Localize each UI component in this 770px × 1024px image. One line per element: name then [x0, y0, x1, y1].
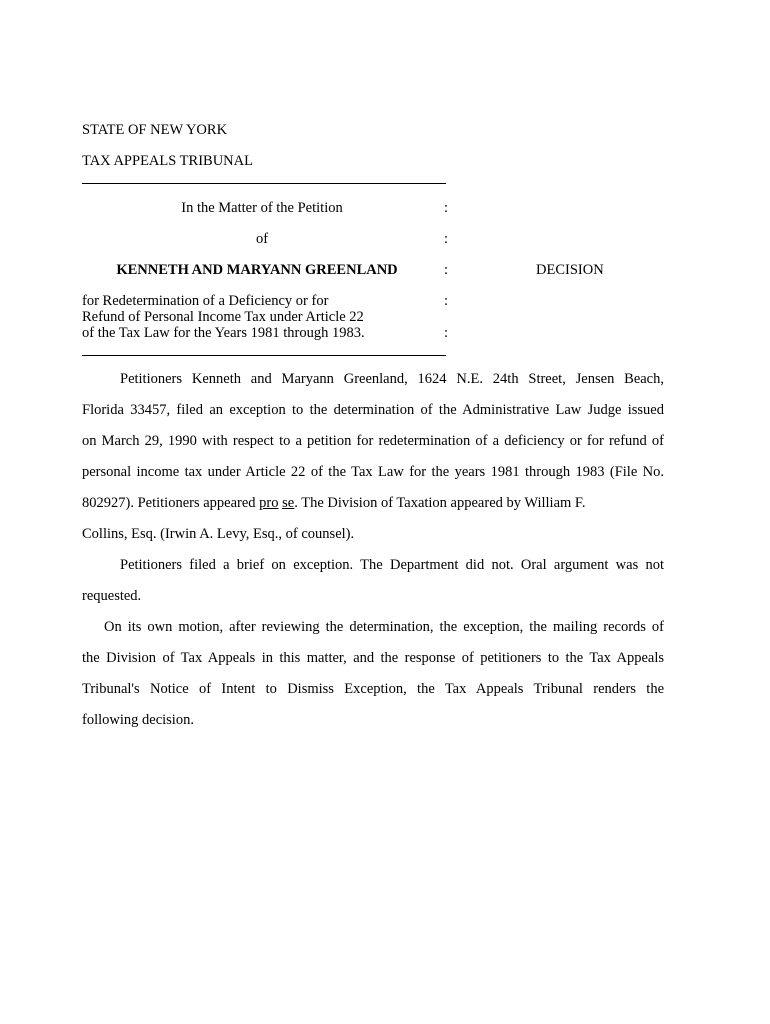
caption-colon: : [444, 231, 449, 247]
for-line-2: Refund of Personal Income Tax under Article 22 [82, 309, 364, 325]
p1-l5-start: 802927). Petitioners appeared [82, 495, 256, 511]
paragraph-1-line-6: Collins, Esq. (Irwin A. Levy, Esq., of counsel). [82, 526, 355, 542]
for-line-3: of the Tax Law for the Years 1981 through 1983. [82, 325, 365, 341]
paragraph-1-line-3: on March 29, 1990 with respect to a petition for redetermination of a deficiency or for refund of [82, 433, 664, 449]
paragraph-1-line-4: personal income tax under Article 22 of the Tax Law for the years 1981 through 1983 (File No. [82, 464, 664, 480]
pro-text: pro [259, 495, 279, 511]
paragraph-3-line-2: the Division of Tax Appeals in this matter, and the response of petitioners to the Tax Appeals [82, 650, 664, 666]
caption-colon: : [444, 325, 449, 341]
paragraph-3-line-3: Tribunal's Notice of Intent to Dismiss Exception, the Tax Appeals Tribunal renders the [82, 681, 664, 697]
paragraph-1-line-5 [82, 495, 664, 512]
paragraph-3-line-4: following decision. [82, 712, 194, 728]
paragraph-1-line-2: Florida 33457, filed an exception to the determination of the Administrative Law Judge issued [82, 402, 664, 418]
p1-l5-end: . The Division of Taxation appeared by William F. [294, 495, 586, 511]
caption-colon: : [444, 262, 449, 278]
se-text: se [282, 495, 295, 511]
state-heading: STATE OF NEW YORK [82, 122, 228, 138]
paragraph-3-line-1: On its own motion, after reviewing the determination, the exception, the mailing records of [104, 619, 664, 635]
caption-colon: : [444, 293, 449, 309]
for-line-1: for Redetermination of a Deficiency or for [82, 293, 329, 309]
caption-bottom-rule [82, 355, 446, 356]
tribunal-heading: TAX APPEALS TRIBUNAL [82, 153, 253, 169]
paragraph-2-line-2: requested. [82, 588, 142, 604]
matter-line: In the Matter of the Petition [181, 200, 343, 216]
paragraph-1-line-1: Petitioners Kenneth and Maryann Greenland, 1624 N.E. 24th Street, Jensen Beach, [120, 371, 664, 387]
of-line: of [255, 231, 269, 247]
petitioner-names: KENNETH AND MARYANN GREENLAND [116, 262, 398, 278]
caption-colon: : [444, 200, 449, 216]
paragraph-2-line-1: Petitioners filed a brief on exception. The Department did not. Oral argument was not [120, 557, 664, 573]
caption-top-rule [82, 183, 446, 184]
decision-label: DECISION [536, 262, 604, 278]
